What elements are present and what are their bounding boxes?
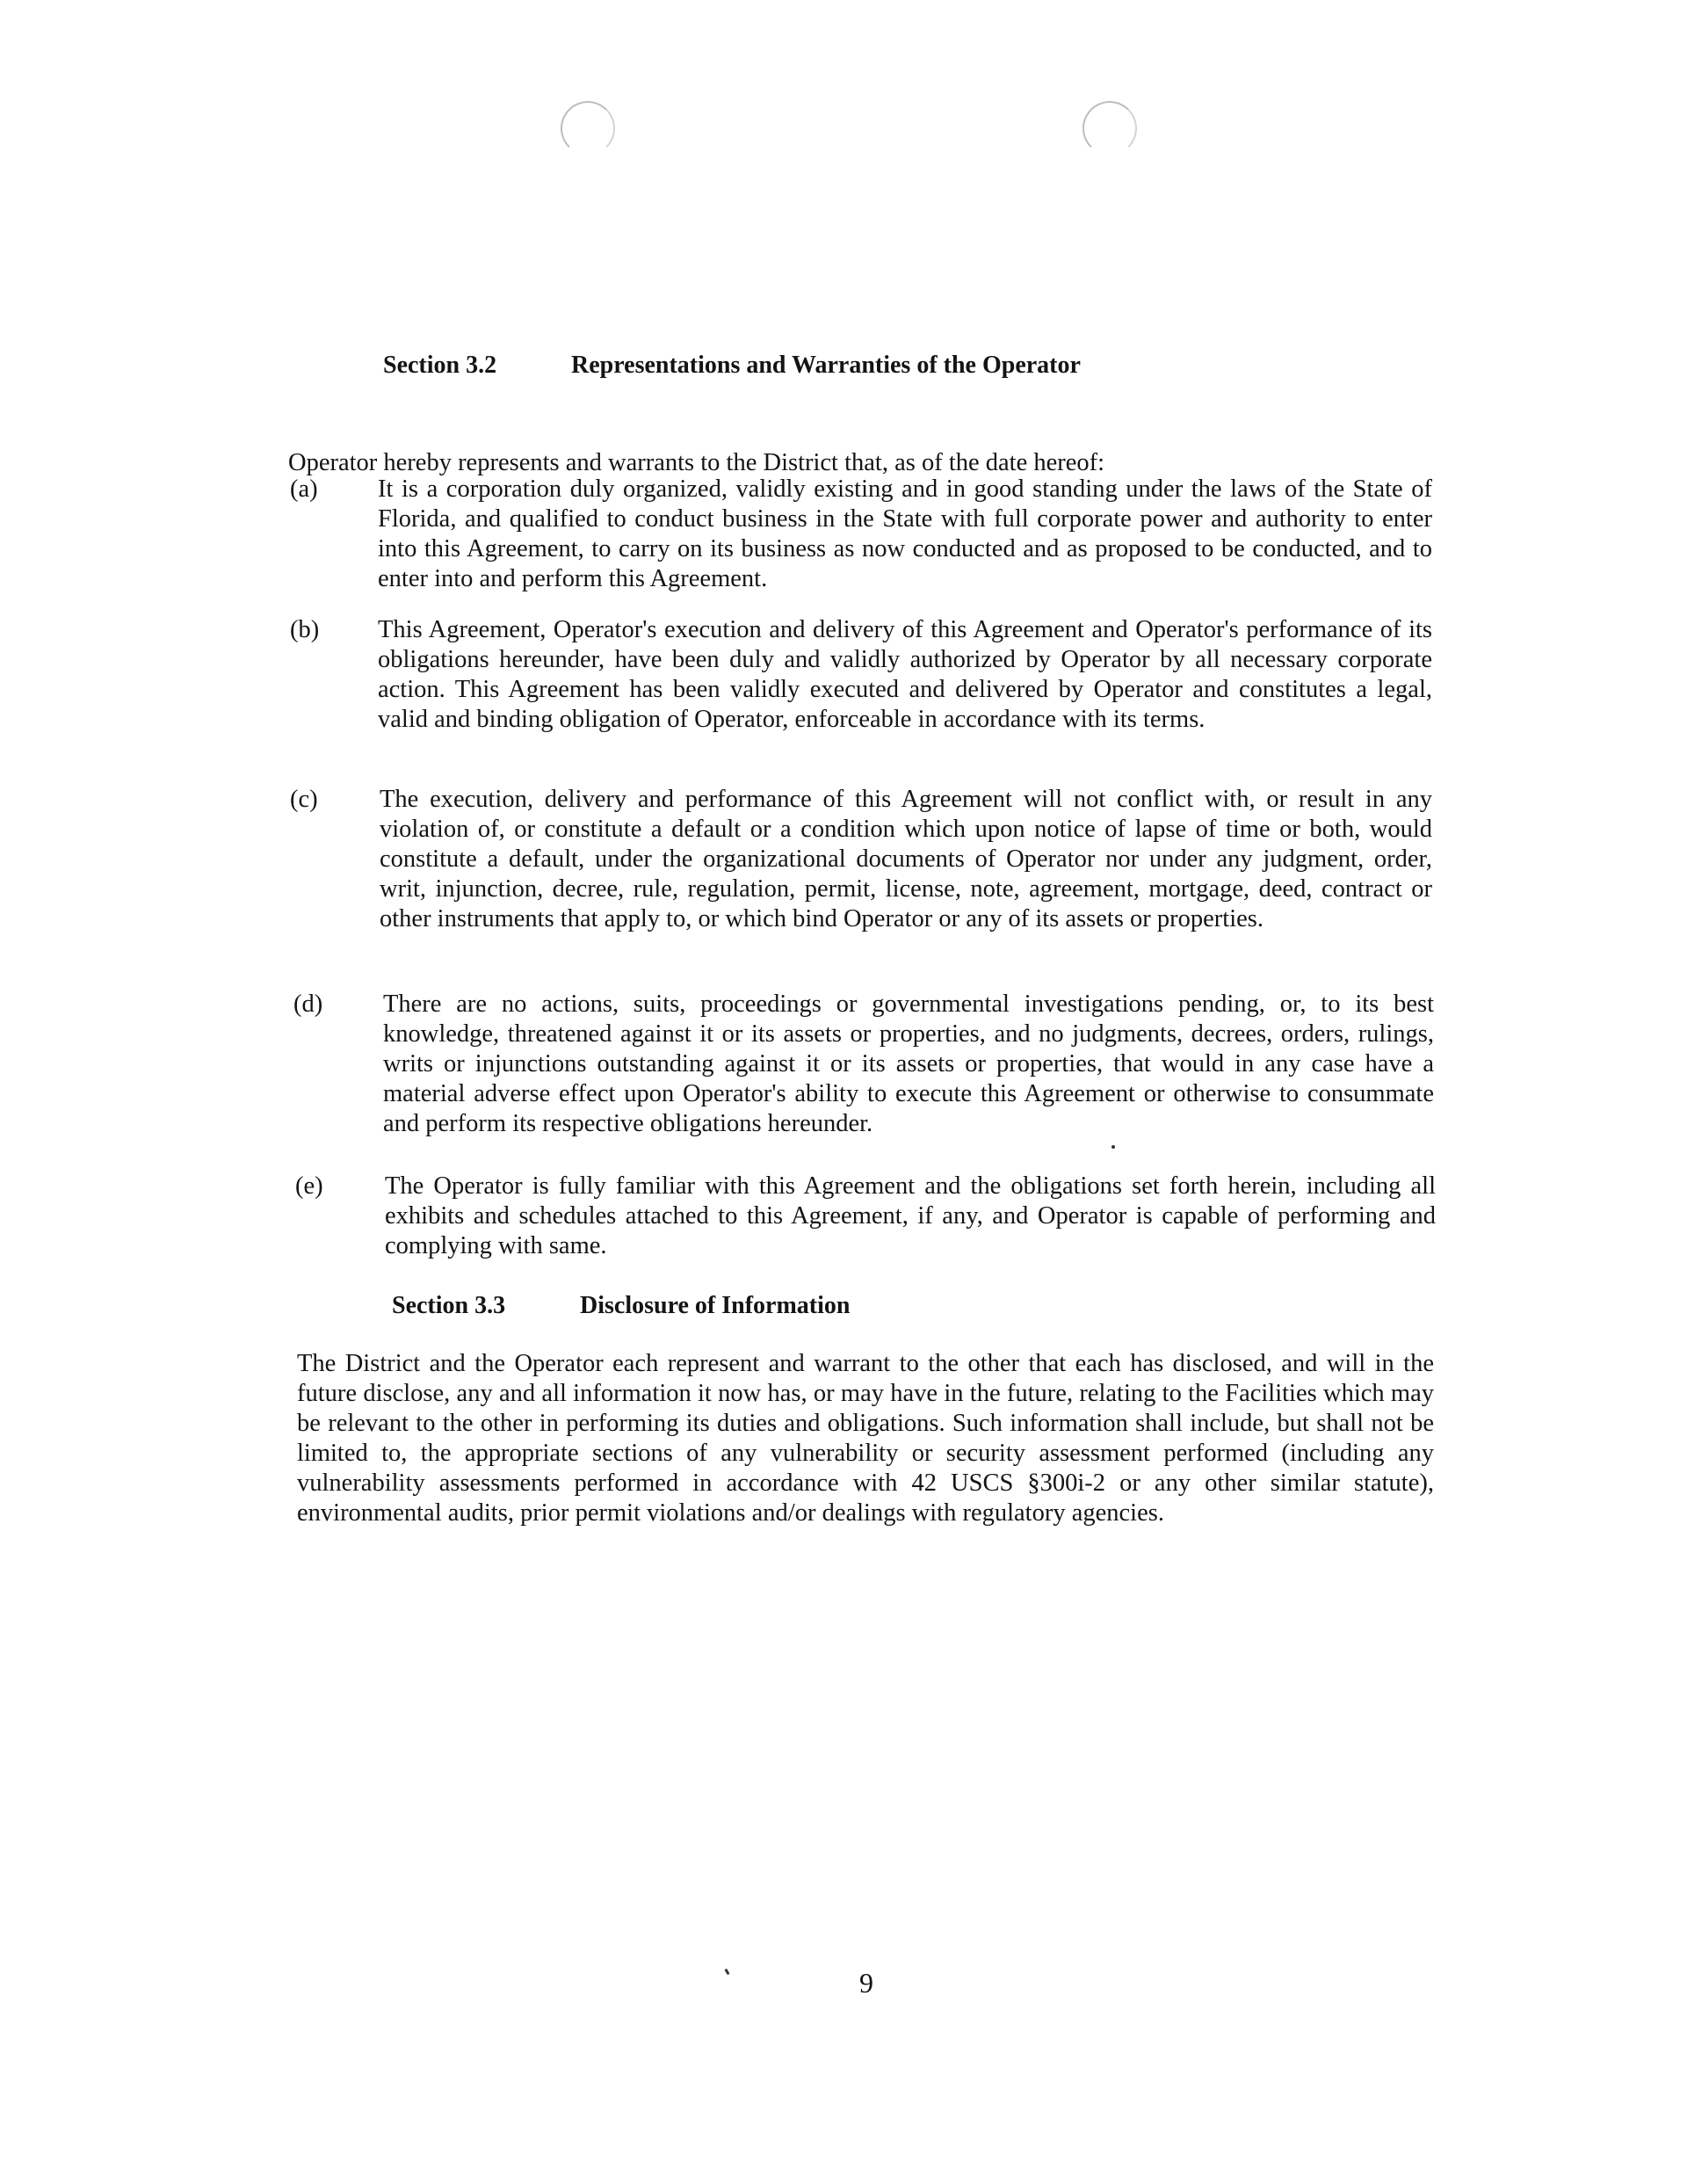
scan-speck xyxy=(724,1969,729,1976)
section-3-3-paragraph: The District and the Operator each represent and warrant to the other that each has disclosed, and will in the future disclose, any and all information it now has, or may have in the future, relating to the Facilities which may be relevant to the other in performing its duties and obligations. Such information shall include, but shall not be limited to, the appropriate sections of any vulnerability or security assessment performed (including any vulnerability assessments performed in accordance with 42 USCS §300i-2 or any other similar statute), environmental audits, prior permit violations and/or dealings with regulatory agencies. xyxy=(297,1350,1434,1527)
item-text: There are no actions, suits, proceedings or governmental investigations pending, or, to its best knowledge, threatened against it or its assets or properties, and no judgments, decrees, orders, rulings, writs or injunctions outstanding against it or its assets or properties, that would in any case have a material adverse effect upon Operator's ability to execute this Agreement or otherwise to consummate and perform its respective obligations hereunder. xyxy=(383,990,1434,1137)
punch-hole-mark-left xyxy=(561,101,615,156)
item-text: It is a corporation duly organized, validly existing and in good standing under the laws of the State of Florida, and qualified to conduct business in the State with full corporate power and authority to enter into this Agreement, to carry on its business as now conducted and as proposed to be conducted, and to enter into and perform this Agreement. xyxy=(378,475,1432,592)
item-text: The execution, delivery and performance of this Agreement will not conflict with, or result in any violation of, or constitute a default or a condition which upon notice of lapse of time or both, would constitute a default, under the organizational documents of Operator nor under any judgment, order, writ, injunction, decree, rule, regulation, permit, license, note, agreement, mortgage, deed, contract or other instruments that apply to, or which bind Operator or any of its assets or properties. xyxy=(380,786,1432,932)
section-3-3-heading xyxy=(392,1292,850,1320)
section-3-2-number: Section 3.2 xyxy=(383,352,497,379)
section-3-2-title: Representations and Warranties of the Operator xyxy=(571,352,1081,379)
section-3-2-intro: Operator hereby represents and warrants to the District that, as of the date hereof: xyxy=(288,449,1105,476)
item-label: (c) xyxy=(290,786,318,813)
section-3-2-heading xyxy=(383,352,1081,380)
page-number: 9 xyxy=(859,1967,873,1999)
punch-hole-mark-right xyxy=(1082,101,1137,156)
item-label: (d) xyxy=(293,990,323,1018)
item-label: (a) xyxy=(290,475,318,503)
section-3-3-title: Disclosure of Information xyxy=(580,1292,851,1319)
section-3-3-number: Section 3.3 xyxy=(392,1292,506,1319)
item-text: The Operator is fully familiar with this Agreement and the obligations set forth herein, including all exhibits and schedules attached to this Agreement, if any, and Operator is capable of performing and complying with same. xyxy=(385,1172,1436,1259)
scan-speck xyxy=(1111,1145,1115,1149)
item-text: This Agreement, Operator's execution and delivery of this Agreement and Operator's performance of its obligations hereunder, have been duly and validly authorized by Operator by all necessary corporate action. This Agreement has been validly executed and delivered by Operator and constitutes a legal, valid and binding obligation of Operator, enforceable in accordance with its terms. xyxy=(378,616,1432,733)
item-label: (e) xyxy=(295,1172,323,1200)
item-label: (b) xyxy=(290,616,320,643)
